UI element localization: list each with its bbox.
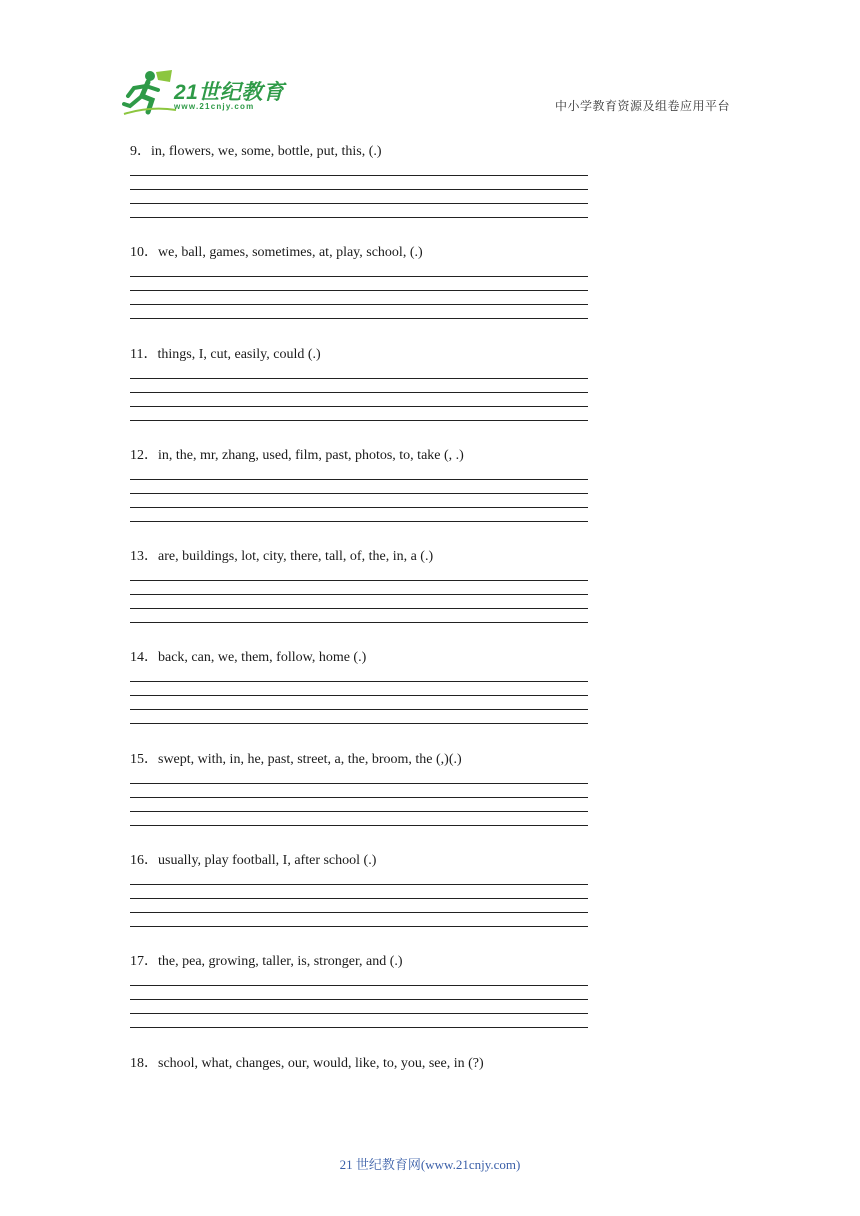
question-number: 10． (130, 245, 158, 261)
question-number: 9． (130, 144, 151, 159)
answer-line[interactable] (130, 378, 588, 379)
answer-line[interactable] (130, 1013, 588, 1014)
answer-line[interactable] (130, 898, 588, 899)
question-number: 16． (130, 853, 158, 869)
question-words: usually, play football, I, after school (.) (158, 853, 377, 869)
question-item (130, 140, 590, 241)
question-words: the, pea, growing, taller, is, stronger, and (.) (158, 954, 403, 970)
answer-line[interactable] (130, 290, 588, 291)
answer-line[interactable] (130, 695, 588, 696)
answer-line[interactable] (130, 709, 588, 710)
question-number: 17． (130, 954, 158, 970)
question-item (130, 241, 590, 342)
answer-line[interactable] (130, 681, 588, 682)
answer-line[interactable] (130, 608, 588, 609)
answer-line[interactable] (130, 507, 588, 508)
answer-line[interactable] (130, 189, 588, 190)
runner-logo-icon (122, 70, 178, 116)
question-item (130, 545, 590, 646)
question-item (130, 646, 590, 747)
question-text (130, 140, 382, 160)
logo-url: www.21cnjy.com (174, 102, 255, 111)
answer-line[interactable] (130, 594, 588, 595)
question-words: we, ball, games, sometimes, at, play, school, (.) (158, 245, 423, 261)
answer-line[interactable] (130, 884, 588, 885)
answer-line[interactable] (130, 392, 588, 393)
answer-line[interactable] (130, 217, 588, 218)
page-header (0, 0, 860, 130)
answer-line[interactable] (130, 797, 588, 798)
answer-line[interactable] (130, 406, 588, 407)
answer-line[interactable] (130, 1027, 588, 1028)
answer-line[interactable] (130, 811, 588, 812)
answer-line[interactable] (130, 420, 588, 421)
answer-line[interactable] (130, 580, 588, 581)
page-footer: 21 世纪教育网(www.21cnjy.com) (339, 1157, 521, 1172)
question-item (130, 849, 590, 950)
question-item (130, 343, 590, 444)
question-words: are, buildings, lot, city, there, tall, of, the, in, a (.) (158, 549, 434, 565)
answer-line[interactable] (130, 276, 588, 277)
question-text (130, 545, 433, 565)
answer-line[interactable] (130, 521, 588, 522)
answer-line[interactable] (130, 783, 588, 784)
answer-line[interactable] (130, 203, 588, 204)
question-number: 14． (130, 650, 158, 666)
question-text (130, 748, 462, 768)
question-words: things, I, cut, easily, could (.) (157, 346, 321, 362)
question-item (130, 444, 590, 545)
answer-line[interactable] (130, 304, 588, 305)
question-number: 12． (130, 447, 158, 463)
answer-line[interactable] (130, 999, 588, 1000)
question-text (130, 950, 403, 970)
question-number: 18． (130, 1055, 158, 1071)
answer-line[interactable] (130, 493, 588, 494)
answer-line[interactable] (130, 985, 588, 986)
question-text (130, 241, 423, 261)
logo (122, 70, 292, 118)
question-item (130, 950, 590, 1051)
answer-line[interactable] (130, 318, 588, 319)
logo-text: 21世纪教育 (174, 81, 285, 104)
question-text (130, 849, 376, 869)
question-list (130, 140, 590, 1153)
question-number: 13． (130, 549, 158, 565)
question-text (130, 646, 366, 666)
answer-line[interactable] (130, 926, 588, 927)
question-words: swept, with, in, he, past, street, a, the, broom, the (,)(.) (158, 751, 462, 767)
answer-line[interactable] (130, 479, 588, 480)
question-words: in, the, mr, zhang, used, film, past, photos, to, take (, .) (158, 447, 464, 463)
question-words: in, flowers, we, some, bottle, put, this, (.) (151, 144, 382, 159)
question-words: back, can, we, them, follow, home (.) (158, 650, 367, 666)
answer-line[interactable] (130, 912, 588, 913)
question-number: 11． (130, 346, 158, 362)
answer-line[interactable] (130, 723, 588, 724)
question-item (130, 748, 590, 849)
question-item (130, 1052, 590, 1153)
question-text (130, 343, 321, 363)
answer-line[interactable] (130, 622, 588, 623)
question-number: 15． (130, 751, 158, 767)
question-text (130, 444, 464, 464)
platform-name: 中小学教育资源及组卷应用平台 (554, 99, 730, 113)
question-text (130, 1052, 484, 1072)
answer-line[interactable] (130, 175, 588, 176)
answer-line[interactable] (130, 825, 588, 826)
question-words: school, what, changes, our, would, like, to, you, see, in (?) (158, 1055, 484, 1071)
